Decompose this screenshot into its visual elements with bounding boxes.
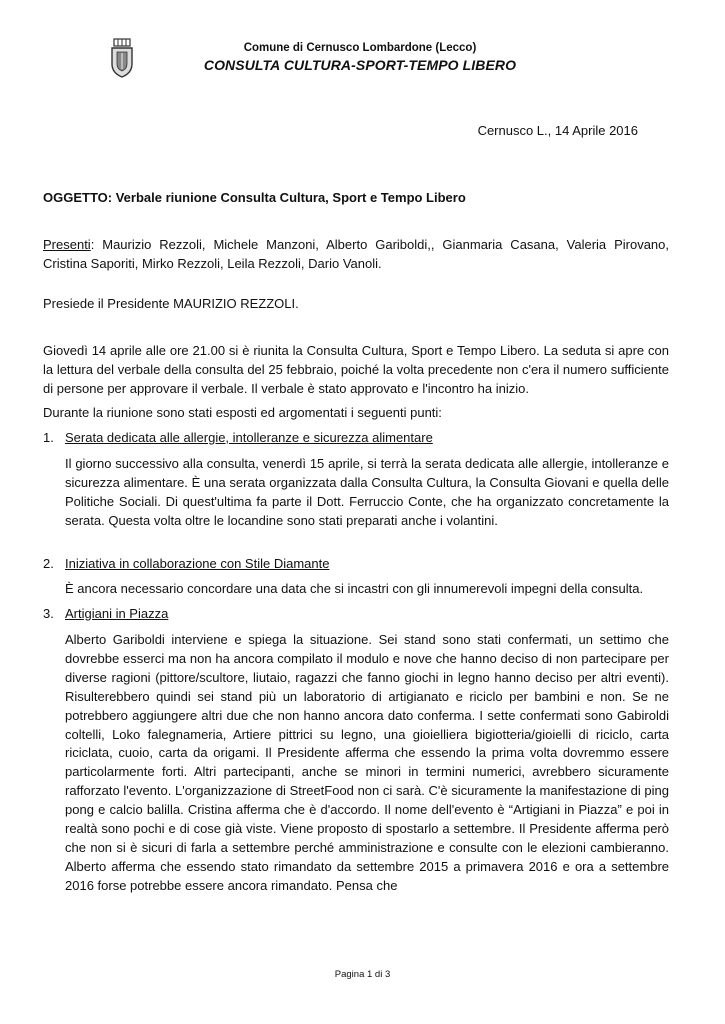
municipal-crest-icon [108, 38, 136, 78]
item-1-number: 1. [43, 430, 54, 445]
points-intro: Durante la riunione sono stati esposti ed argomentati i seguenti punti: [43, 405, 442, 420]
municipality-name: Comune di Cernusco Lombardone (Lecco) [243, 42, 477, 54]
item-2-number: 2. [43, 556, 54, 571]
item-1-title: Serata dedicata alle allergie, intolleranze e sicurezza alimentare [65, 430, 433, 445]
item-2-text: È ancora necessario concordare una data che si incastri con gli innumerevoli impegni della consulta. [65, 581, 644, 596]
item-1-text: Il giorno successivo alla consulta, venerdì 15 aprile, si terrà la serata dedicata alle allergie, intolleranze e sicurezza alimentare. È una serata organizzata dalla Consulta Cultura, la Consulta Giovani e quella delle Politiche Sociali. Di quest'ultima fa parte il Dott. Ferruccio Conte, che ha organizzato concretamente la serata. Questa volta oltre le locandine sono stati preparati anche i volantini. [65, 456, 669, 528]
item-3-heading [43, 606, 168, 621]
item-2-title: Iniziativa in collaborazione con Stile Diamante [65, 556, 330, 571]
chair-line: Presiede il Presidente MAURIZIO REZZOLI. [43, 296, 299, 311]
date-line: Cernusco L., 14 Aprile 2016 [477, 123, 638, 138]
item-3-text: Alberto Gariboldi interviene e spiega la situazione. Sei stand sono stati confermati, un settimo che dovrebbe esserci ma non ha ancora compilato il modulo e nove che hanno deciso di non partecipare per diverse ragioni (pittore/scultore, liutaio, ragazzi che fanno giochi in legno hanno deciso per altri eventi). Risulterebbero quindi sei stand più un laboratorio di artigianato e riciclo per bambini e non. Se ne potrebbero aggiungere altri due che non hanno ancora dato conferma. I sette confermati sono Gabiroldi coltelli, Loko falegnameria, Artiere pittrici su legno, una gioielliera bigiotteria/gioielli di riciclo, carta riciclata, cuoio, carta da origami. Il Presidente afferma che essendo la prima volta dovremmo essere particolarmente forti. Altri partecipanti, anche se minori in termini numerici, avrebbero sicuramente rafforzato l'evento. L'organizzazione di StreetFood non ci sarà. C'è sicuramente la manifestazione di ping pong e calcio balilla. Cristina afferma che è d'accordo. Il nome dell'evento è “Artigiani in Piazza” e poi in realtà sono pochi e di cose già viste. Viene proposto di spostarlo a settembre. Il Presidente afferma però che non si è sicuri di farla a settembre perché amministrazione e consulte con le elezioni cambieranno. Alberto afferma che essendo stato rimandato da settembre 2015 a primavera 2016 e ora a settembre 2016 forse potrebbe essere ancora rimandato. Pensa che [65, 632, 669, 893]
intro-paragraph: Giovedì 14 aprile alle ore 21.00 si è riunita la Consulta Cultura, Sport e Tempo Libero. La seduta si apre con la lettura del verbale della consulta del 25 febbraio, poiché la volta precedente non c'era il numero sufficiente di persone per approvare il verbale. Il verbale è stato approvato e l'incontro ha inizio. [43, 343, 669, 396]
item-3-title: Artigiani in Piazza [65, 606, 169, 621]
item-1-heading [43, 430, 433, 445]
item-2-heading [43, 556, 329, 571]
page-number-footer: Pagina 1 di 3 [334, 969, 391, 980]
attendees-paragraph [43, 236, 669, 274]
attendees-label: Presenti [43, 237, 91, 252]
item-3-number: 3. [43, 606, 54, 621]
committee-name: CONSULTA CULTURA-SPORT-TEMPO LIBERO [203, 57, 517, 73]
subject-line: OGGETTO: Verbale riunione Consulta Cultura, Sport e Tempo Libero [43, 190, 466, 205]
attendees-names: : Maurizio Rezzoli, Michele Manzoni, Alberto Gariboldi,, Gianmaria Casana, Valeria Pirovano, Cristina Saporiti, Mirko Rezzoli, Leila Rezzoli, Dario Vanoli. [43, 237, 669, 271]
